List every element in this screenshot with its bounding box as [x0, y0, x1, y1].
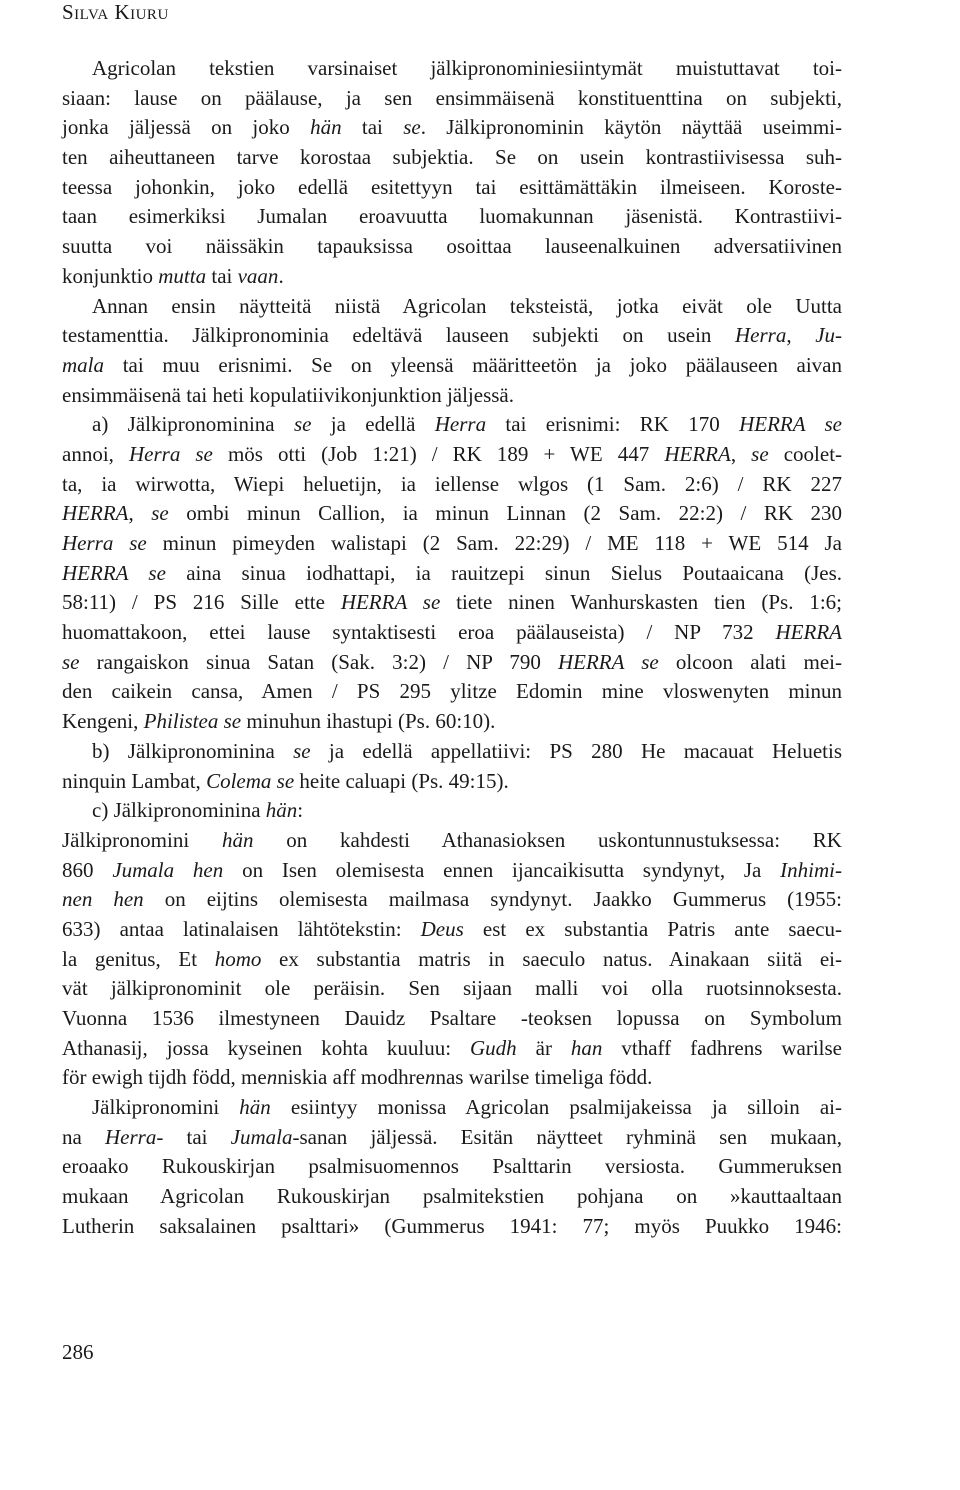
page-number: 286: [62, 1340, 94, 1364]
text-line: 58:11) / PS 216 Sille ette HERRA se tiete ninen Wanhurskasten tien (Ps. 1:6;: [62, 590, 842, 615]
text-line: Lutherin saksalainen psalttari» (Gummerus 1941: 77; myös Puukko 1946:: [62, 1213, 842, 1238]
text-line: Herra se minun pimeyden walistapi (2 Sam. 22:29) / ME 118 + WE 514 Ja: [62, 531, 842, 555]
text-line: eroaako Rukouskirjan psalmisuomennos Psalttarin versiosta. Gummeruksen: [62, 1154, 842, 1179]
text-line: för ewigh tijdh född, menniskia aff modhrennas warilse timeliga född.: [62, 1065, 653, 1090]
text-line: annoi, Herra se mös otti (Job 1:21) / RK 189 + WE 447 HERRA, se coolet-: [62, 441, 843, 466]
text-line: ten aiheuttaneen tarve korostaa subjektia. Se on usein kontrastiivisessa suh-: [62, 145, 842, 170]
text-line: Agricolan tekstien varsinaiset jälkipronominiesiintymät muistuttavat toi-: [92, 56, 842, 80]
text-line: Jälkipronomini hän on kahdesti Athanasioksen uskontunnustuksessa: RK: [62, 827, 842, 852]
text-line: taan esimerkiksi Jumalan eroavuutta luomakunnan jäsenistä. Kontrastiivi-: [62, 204, 842, 229]
text-line: HERRA, se ombi minun Callion, ia minun Linnan (2 Sam. 22:2) / RK 230: [62, 501, 843, 526]
text-line: siaan: lause on päälause, ja sen ensimmäisenä konstituenttina on subjekti,: [62, 85, 842, 110]
text-line: mukaan Agricolan Rukouskirjan psalmitekstien pohjana on »kauttaaltaan: [62, 1184, 842, 1209]
text-line: jonka jäljessä on joko hän tai se. Jälkipronominin käytön näyttää useimmi-: [62, 115, 842, 140]
text-line: a) Jälkipronominina se ja edellä Herra tai erisnimi: RK 170 HERRA se: [92, 412, 842, 437]
running-head: Silva Kiuru: [62, 0, 169, 24]
text-line: ensimmäisenä tai heti kopulatiivikonjunktion jäljessä.: [62, 382, 515, 407]
text-line: b) Jälkipronominina se ja edellä appellatiivi: PS 280 He macauat Heluetis: [92, 738, 842, 763]
text-line: na Herra- tai Jumala-sanan jäljessä. Esitän näytteet ryhminä sen mukaan,: [62, 1124, 842, 1149]
text-line: den caikein cansa, Amen / PS 295 ylitze Edomin mine vloswenyten minun: [62, 679, 842, 704]
text-line: nen hen on eijtins olemisesta mailmasa syndynyt. Jaakko Gummerus (1955:: [62, 887, 842, 912]
text-line: teessa johonkin, joko edellä esitettyyn tai esittämättäkin ilmeiseen. Koroste-: [62, 174, 842, 199]
text-line: c) Jälkipronominina hän:: [92, 798, 304, 823]
body-text: [62, 54, 842, 1242]
text-line: HERRA se aina sinua iodhattapi, ia rauitzepi sinun Sielus Poutaaicana (Jes.: [62, 560, 843, 585]
text-line: Jälkipronomini hän esiintyy monissa Agricolan psalmijakeissa ja silloin ai-: [92, 1095, 842, 1120]
text-line: 633) antaa latinalaisen lähtötekstin: Deus est ex substantia Patris ante saecu-: [62, 916, 842, 941]
text-line: suutta voi näissäkin tapauksissa osoittaa lauseenalkuinen adversatiivinen: [62, 234, 842, 259]
text-line: ninquin Lambat, Colema se heite caluapi (Ps. 49:15).: [62, 768, 509, 793]
text-line: Annan ensin näytteitä niistä Agricolan teksteistä, jotka eivät ole Uutta: [92, 293, 842, 318]
text-line: huomattakoon, ettei lause syntaktisesti eroa päälauseista) / NP 732 HERRA: [62, 620, 842, 645]
text-line: testamenttia. Jälkipronominia edeltävä lauseen subjekti on usein Herra, Ju-: [62, 323, 843, 348]
text-line: Athanasij, jossa kyseinen kohta kuuluu: Gudh är han vthaff fadhrens warilse: [62, 1035, 842, 1060]
text-line: 860 Jumala hen on Isen olemisesta ennen ijancaikisutta syndynyt, Ja Inhimi-: [62, 857, 842, 882]
text-line: ta, ia wirwotta, Wiepi heluetijn, ia iellense wlgos (1 Sam. 2:6) / RK 227: [62, 471, 842, 496]
text-line: se rangaiskon sinua Satan (Sak. 3:2) / NP 790 HERRA se olcoon alati mei-: [62, 649, 842, 674]
text-line: vät jälkipronominit ole peräisin. Sen sijaan malli voi olla ruotsinnoksesta.: [62, 976, 842, 1001]
text-line: la genitus, Et homo ex substantia matris in saeculo natus. Ainakaan siitä ei-: [62, 946, 842, 971]
text-line: Vuonna 1536 ilmestyneen Dauidz Psaltare -teoksen lopussa on Symbolum: [62, 1006, 842, 1030]
text-line: Kengeni, Philistea se minuhun ihastupi (Ps. 60:10).: [62, 709, 496, 734]
text-line: mala tai muu erisnimi. Se on yleensä määritteetön ja joko päälauseen aivan: [62, 352, 842, 377]
text-line: konjunktio mutta tai vaan.: [62, 263, 284, 288]
